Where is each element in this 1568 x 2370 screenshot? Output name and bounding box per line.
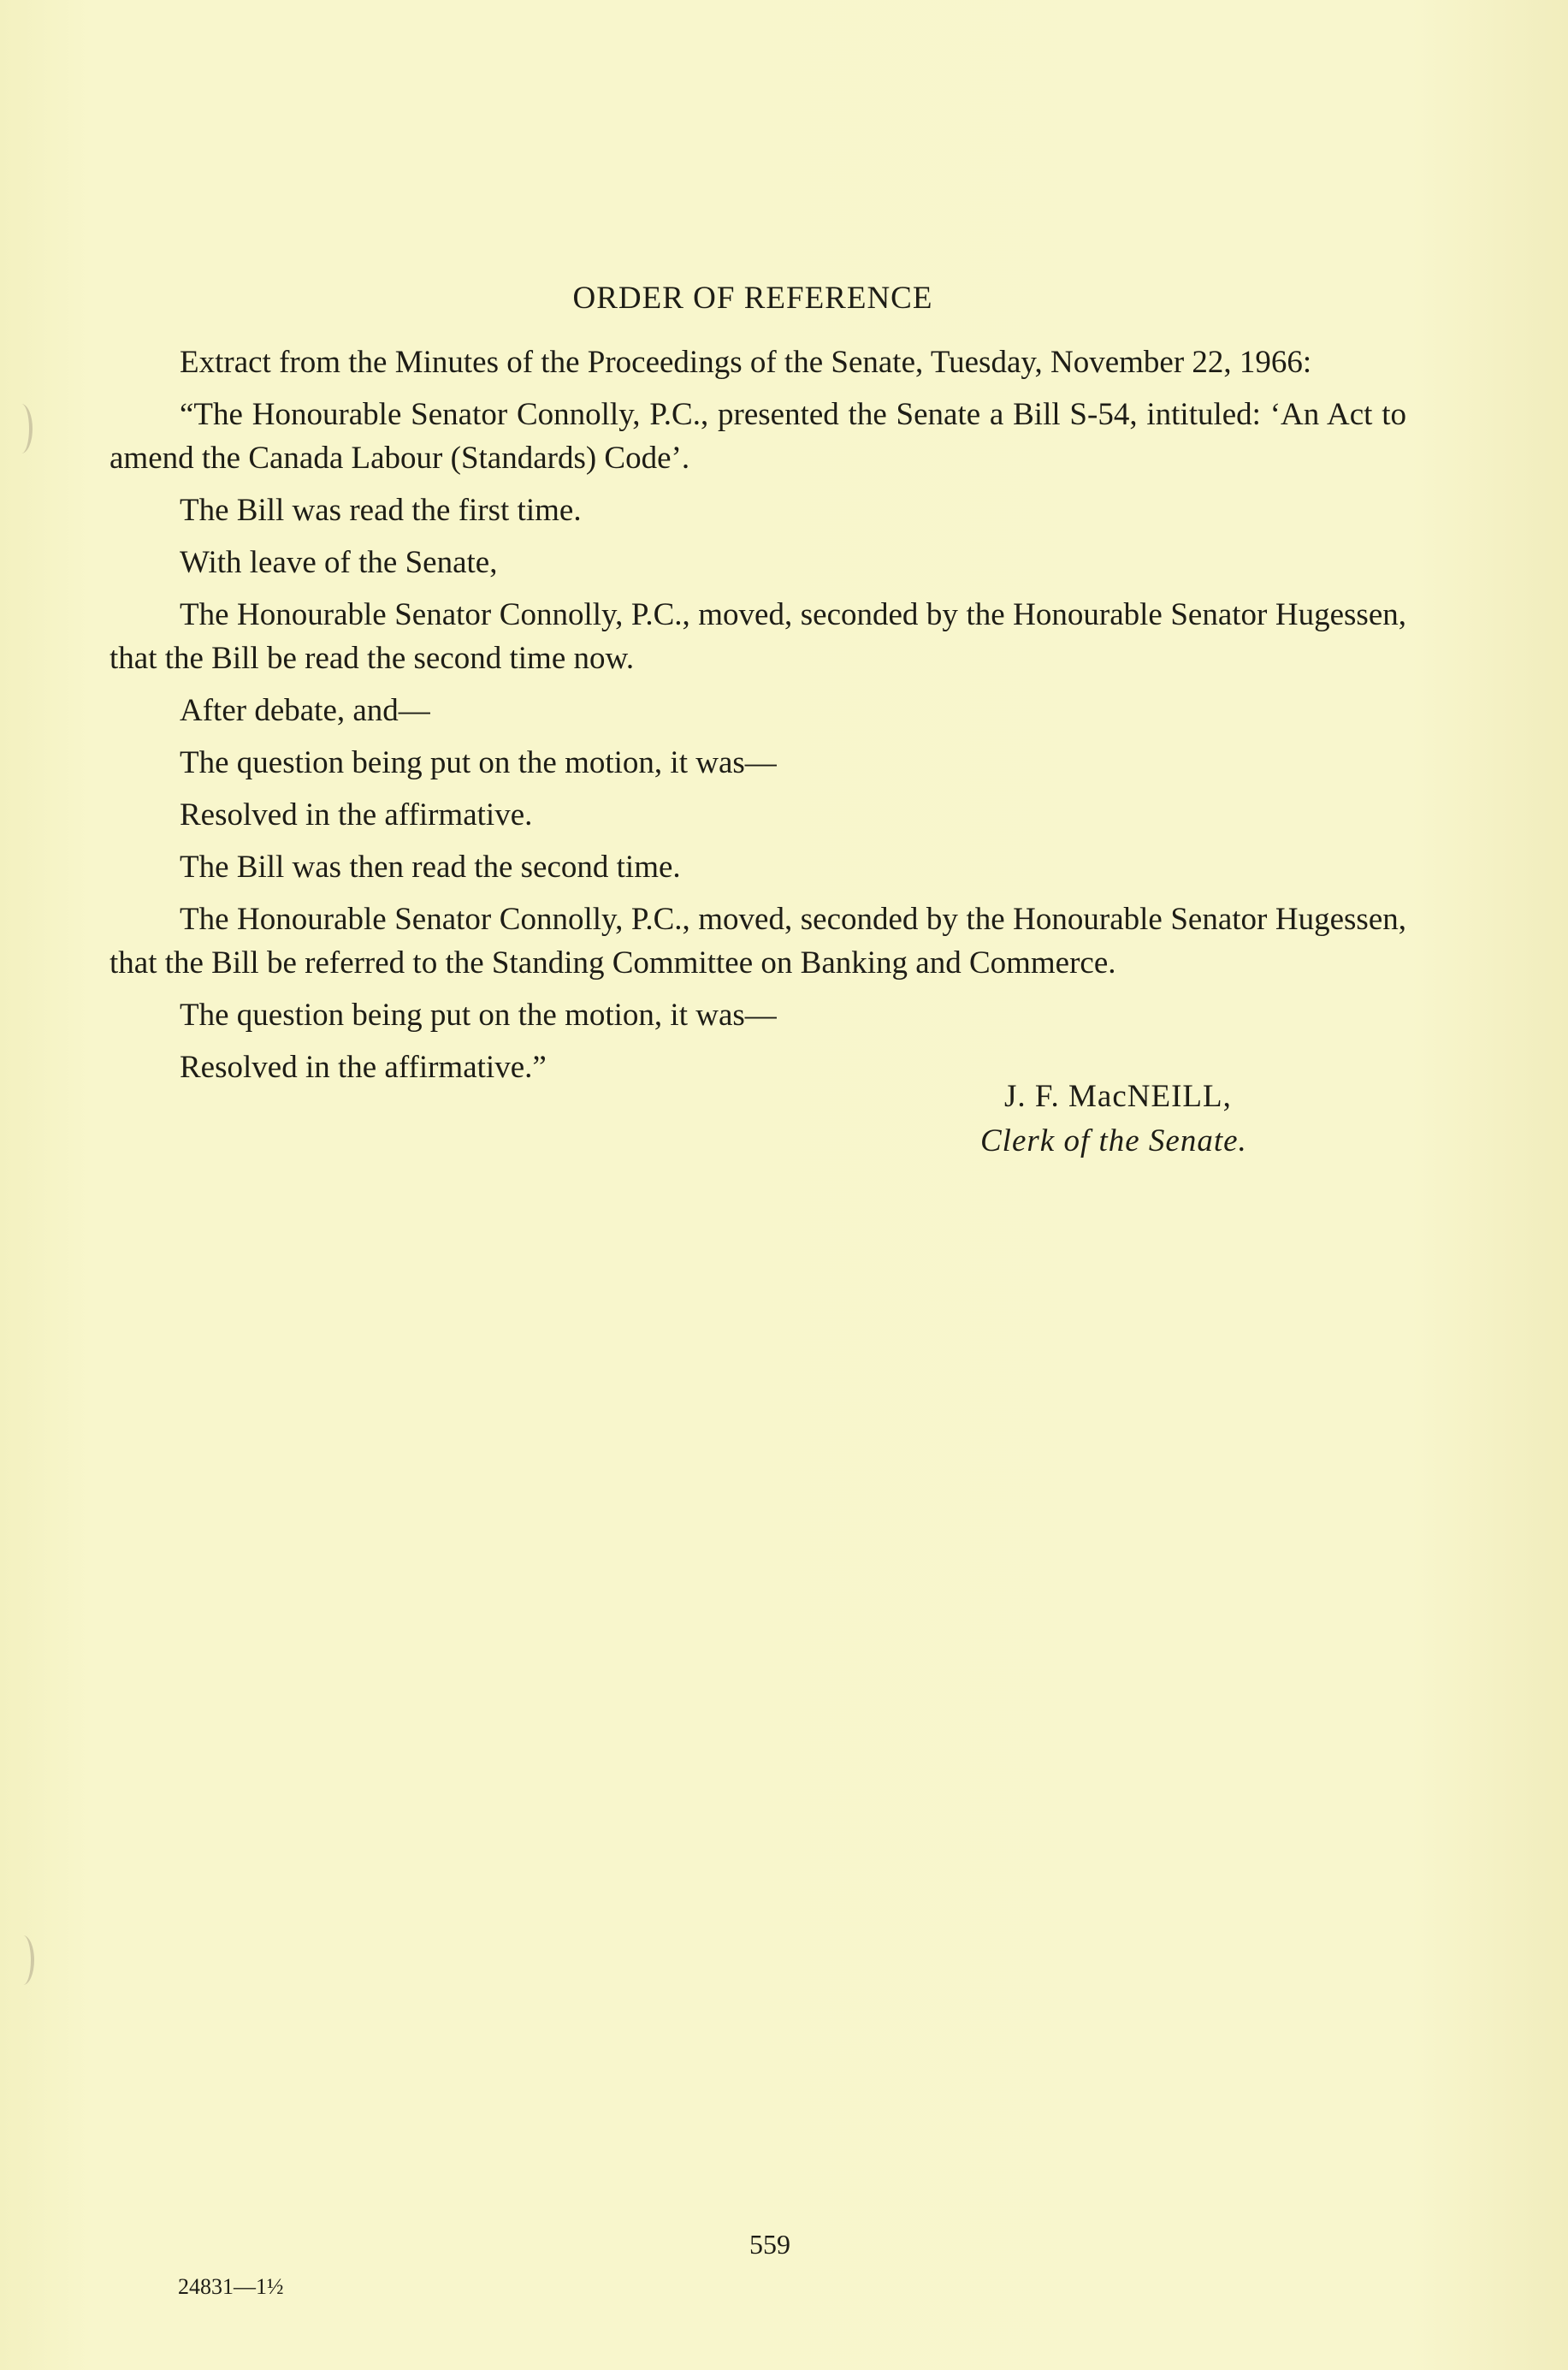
page-number: 559: [749, 2229, 790, 2260]
document-title: ORDER OF REFERENCE: [572, 281, 933, 316]
paragraph-extract: Extract from the Minutes of the Proceedings of the Senate, Tuesday, November 22, 1966:: [180, 345, 1312, 380]
paragraph-leave: With leave of the Senate,: [180, 545, 498, 580]
signature-block: [980, 1075, 1340, 1164]
paragraph-question-put: The question being put on the motion, it was—: [180, 745, 777, 780]
print-code: 24831—1½: [178, 2274, 284, 2299]
binding-mark-bottom: [12, 1935, 34, 1985]
paragraph-question-put-2: The question being put on the motion, it was—: [180, 998, 777, 1033]
paragraph-second-reading: The Bill was then read the second time.: [180, 850, 681, 885]
paragraph-resolved: Resolved in the affirmative.: [180, 797, 533, 832]
document-body: [109, 341, 1406, 1098]
paragraph-resolved-2: Resolved in the affirmative.”: [180, 1050, 547, 1085]
signatory-name: J. F. MacNEILL,: [1004, 1079, 1232, 1114]
paragraph-motion-second-reading: The Honourable Senator Connolly, P.C., moved, seconded by the Honourable Senator Hugessen, that the Bill be read the second time now.: [109, 597, 1406, 676]
binding-mark-top: [10, 404, 33, 453]
paragraph-first-reading: The Bill was read the first time.: [180, 493, 582, 528]
paragraph-after-debate: After debate, and—: [180, 693, 430, 728]
signatory-title: Clerk of the Senate.: [980, 1123, 1247, 1158]
paragraph-motion-referral: The Honourable Senator Connolly, P.C., moved, seconded by the Honourable Senator Hugessen, that the Bill be referred to the Standing Committee on Banking and Commerce.: [109, 902, 1406, 981]
paragraph-bill-presented: “The Honourable Senator Connolly, P.C., presented the Senate a Bill S-54, intituled: ‘An Act to amend the Canada Labour (Standards) Code’.: [109, 397, 1406, 476]
